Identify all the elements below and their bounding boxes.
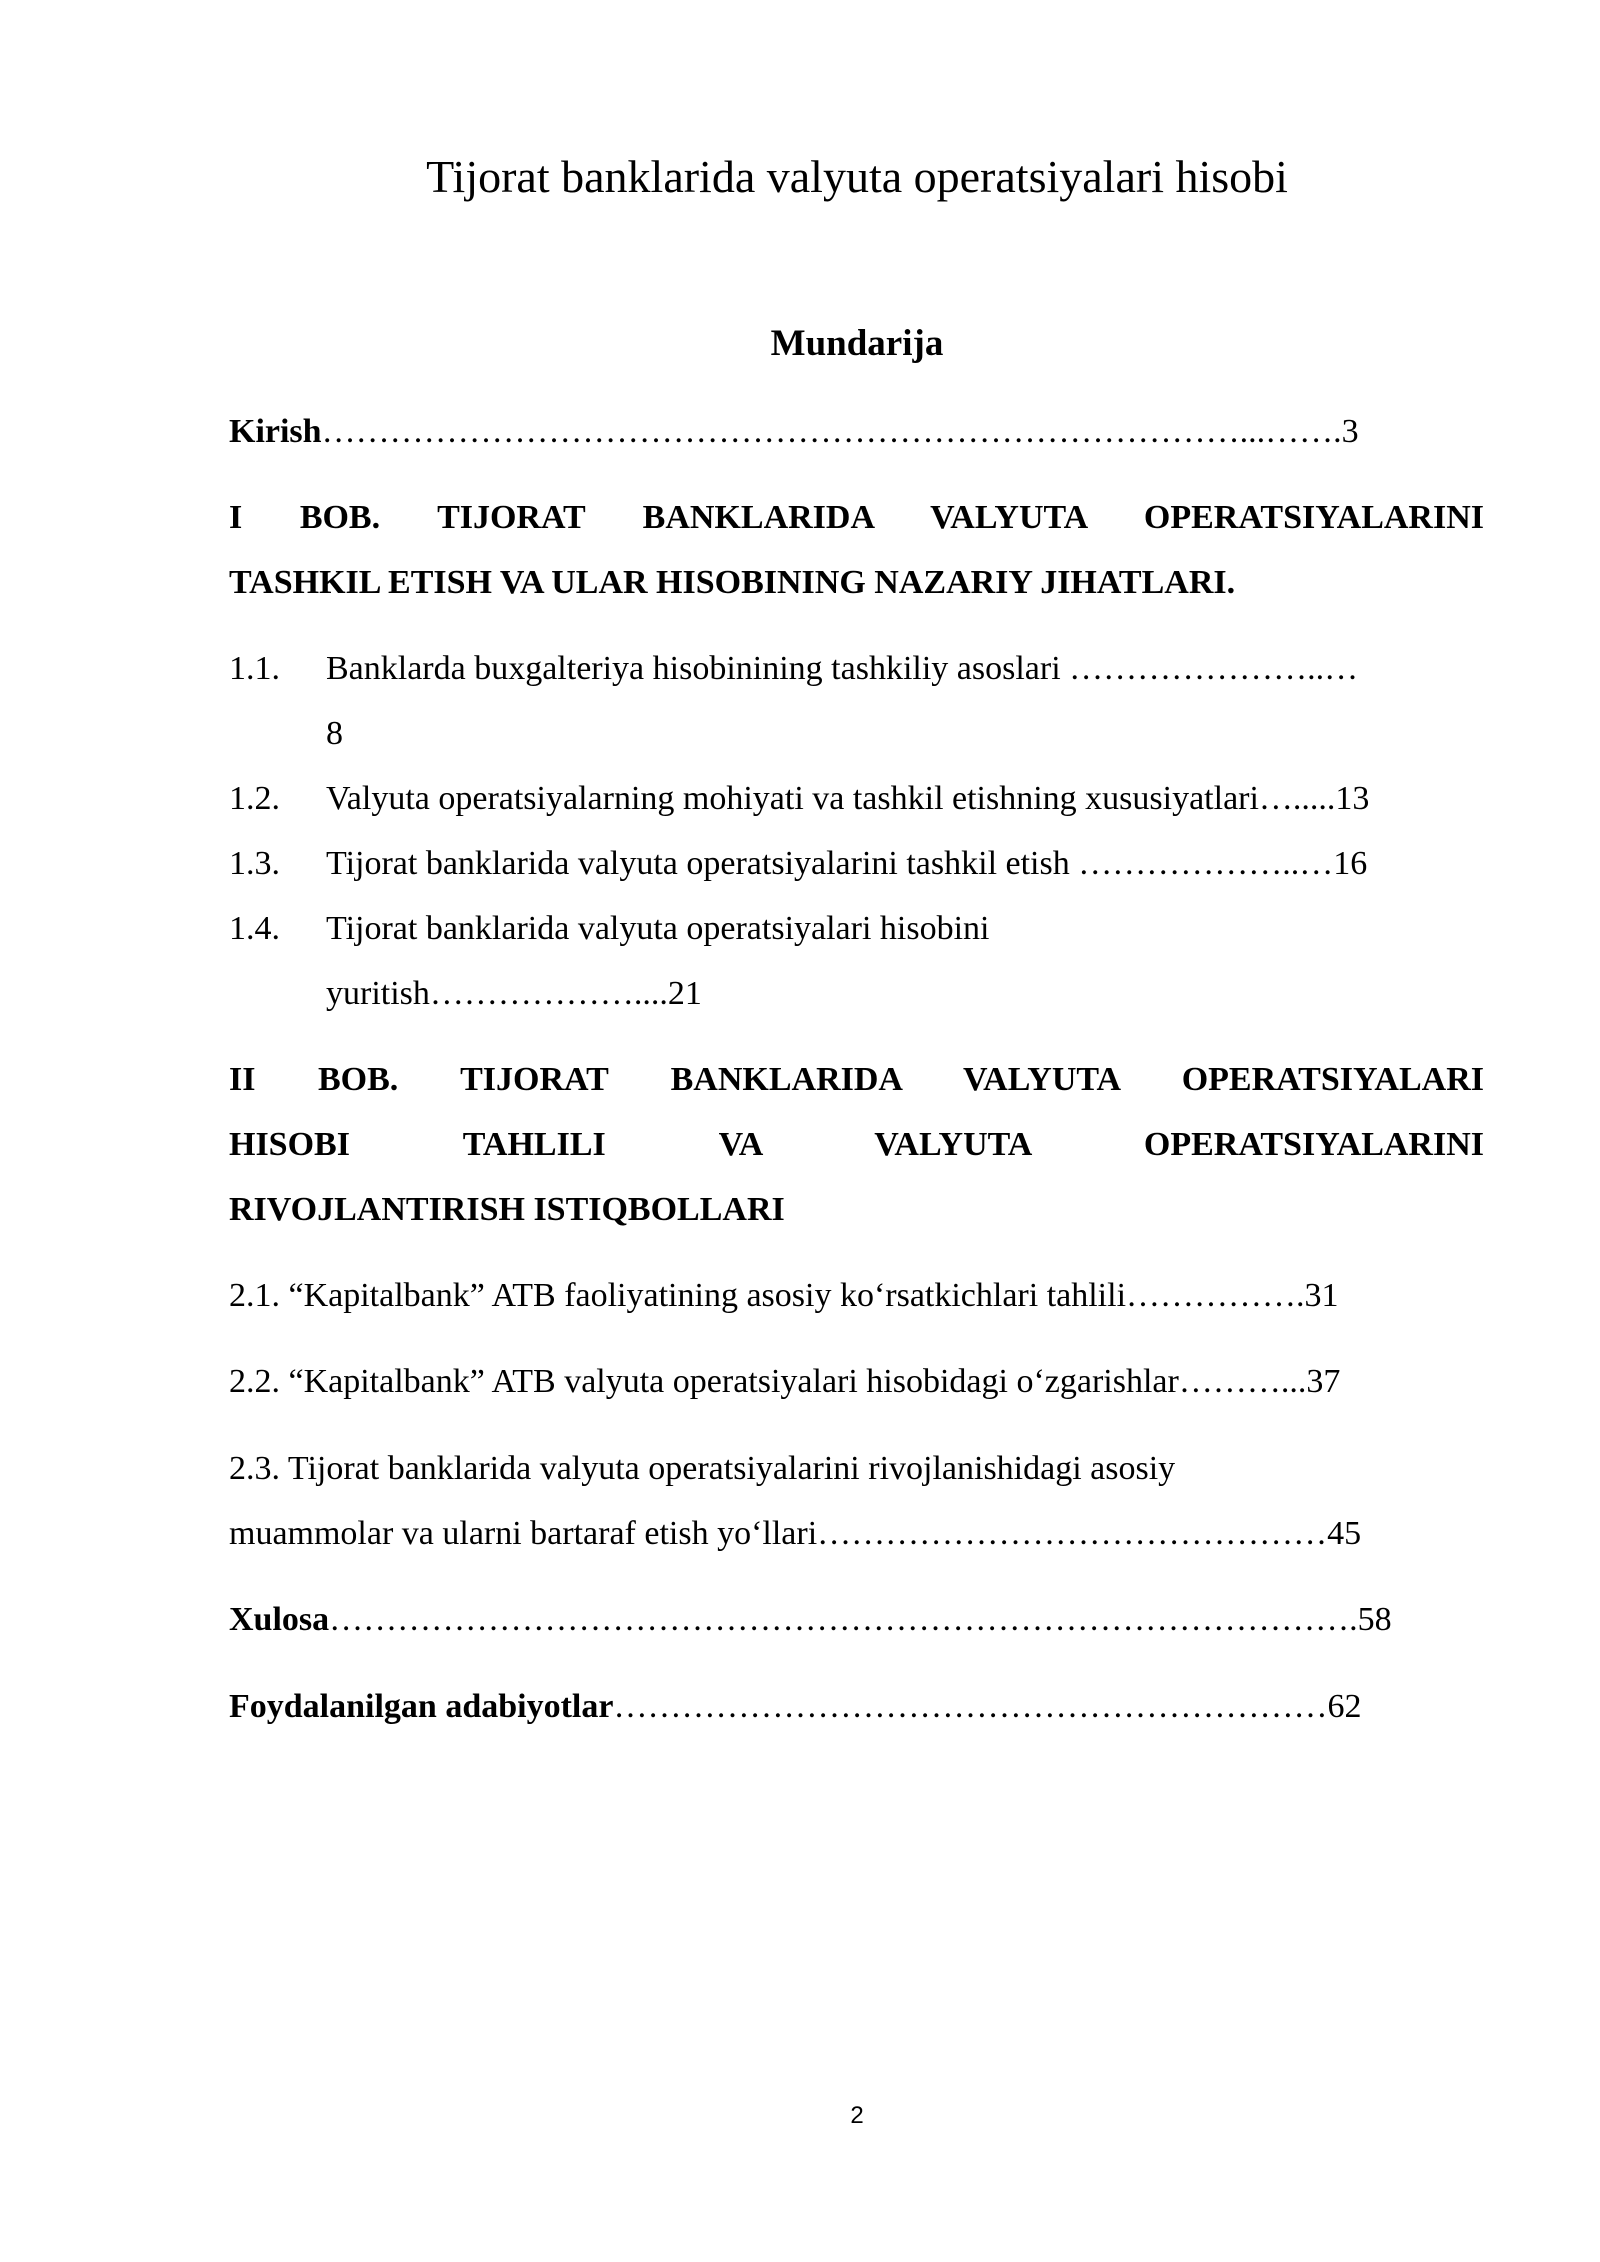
- chapter-2-heading-line2: HISOBI TAHLILI VA VALYUTA OPERATSIYALARINI: [229, 1126, 1484, 1163]
- toc-heading: Mundarija: [770, 323, 944, 364]
- section-2-1: 2.1. “Kapitalbank” ATB faoliyatining asosiy ko‘rsatkichlari tahlili…………….31: [229, 1277, 1339, 1314]
- toc-entry-xulosa: [229, 1600, 1392, 1640]
- toc-entry-leader: ………………………………………………………………………...…….3: [321, 413, 1359, 450]
- section-1-4-text: Tijorat banklarida valyuta operatsiyalari hisobini: [326, 910, 990, 947]
- toc-entry-adabiyotlar: [229, 1687, 1361, 1727]
- section-2-3-line2: muammolar va ularni bartaraf etish yo‘llari………………………………………45: [229, 1515, 1362, 1552]
- toc-entry-label: Kirish: [229, 413, 322, 450]
- section-1-1-number: 1.1.: [229, 650, 280, 687]
- section-1-3-text: Tijorat banklarida valyuta operatsiyalarini tashkil etish ………………..…16: [326, 845, 1368, 882]
- section-1-2-text: Valyuta operatsiyalarning mohiyati va tashkil etishning xususiyatlari….....13: [326, 780, 1370, 817]
- section-1-4-text-continued: yuritish………………....21: [326, 975, 702, 1012]
- section-1-3-number: 1.3.: [229, 845, 280, 882]
- section-1-4-number: 1.4.: [229, 910, 280, 947]
- toc-entry-kirish: [229, 412, 1359, 452]
- page-number: 2: [850, 2102, 864, 2129]
- section-2-3-line1: 2.3. Tijorat banklarida valyuta operatsiyalarini rivojlanishidagi asosiy: [229, 1450, 1176, 1487]
- section-2-2: 2.2. “Kapitalbank” ATB valyuta operatsiyalari hisobidagi o‘zgarishlar………...37: [229, 1363, 1341, 1400]
- section-1-1-page: 8: [326, 715, 343, 752]
- document-title: Tijorat banklarida valyuta operatsiyalari hisobi: [426, 151, 1288, 202]
- toc-entry-leader: ………………………………………………………62: [613, 1688, 1362, 1725]
- section-1-2-number: 1.2.: [229, 780, 280, 817]
- chapter-2-heading-line1: II BOB. TIJORAT BANKLARIDA VALYUTA OPERATSIYALARI: [229, 1061, 1484, 1098]
- chapter-2-heading-line3: RIVOJLANTIRISH ISTIQBOLLARI: [229, 1191, 785, 1228]
- section-1-1-text: Banklarda buxgalteriya hisobinining tashkiliy asoslari …………………..…: [326, 650, 1359, 687]
- chapter-1-heading-line2: TASHKIL ETISH VA ULAR HISOBINING NAZARIY JIHATLARI.: [229, 564, 1236, 601]
- toc-entry-label: Xulosa: [229, 1601, 330, 1638]
- chapter-1-heading-line1: I BOB. TIJORAT BANKLARIDA VALYUTA OPERATSIYALARINI: [229, 499, 1484, 536]
- toc-entry-label: Foydalanilgan adabiyotlar: [229, 1688, 614, 1725]
- toc-entry-leader: ……………………………………………………………………………….58: [329, 1601, 1392, 1638]
